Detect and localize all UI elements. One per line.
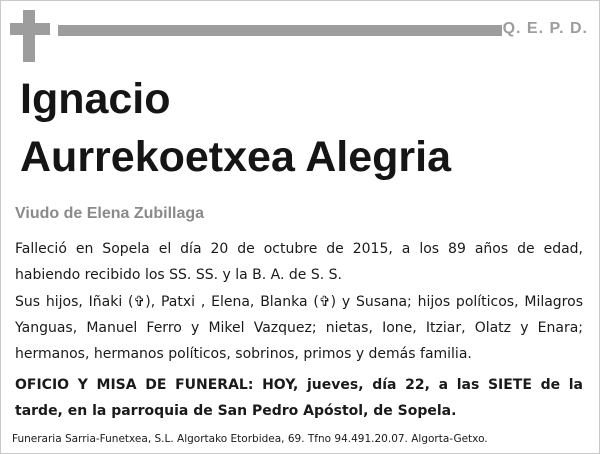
name-first: Ignacio xyxy=(20,75,171,123)
cross-icon xyxy=(10,10,50,62)
death-notice-paragraph: Falleció en Sopela el día 20 de octubre de 2015, a los 89 años de edad, habiendo recibido los SS. SS. y la B. A. de S. S. xyxy=(15,241,583,283)
widower-subtitle: Viudo de Elena Zubillaga xyxy=(15,205,205,222)
header-rule xyxy=(58,25,502,36)
funeral-service-paragraph: OFICIO Y MISA DE FUNERAL: HOY, jueves, día 22, a las SIETE de la tarde, en la parroquia de San Pedro Apóstol, de Sopela. xyxy=(15,377,583,419)
qepd-label: Q. E. P. D. xyxy=(502,20,588,37)
family-paragraph: Sus hijos, Iñaki (✞), Patxi , Elena, Blanka (✞) y Susana; hijos políticos, Milagros Yanguas, Manuel Ferro y Mikel Vazquez; nietas, Ione, Itziar, Olatz y Enara; hermanos, hermanos políticos, sobrinos, primos y demás familia. xyxy=(15,294,583,362)
name-surnames: Aurrekoetxea Alegria xyxy=(20,133,451,181)
funeral-home-footer: Funeraria Sarria-Funetxea, S.L. Algortako Etorbidea, 69. Tfno 94.491.20.07. Algorta-Getxo. xyxy=(12,433,488,445)
deceased-name xyxy=(20,70,451,186)
